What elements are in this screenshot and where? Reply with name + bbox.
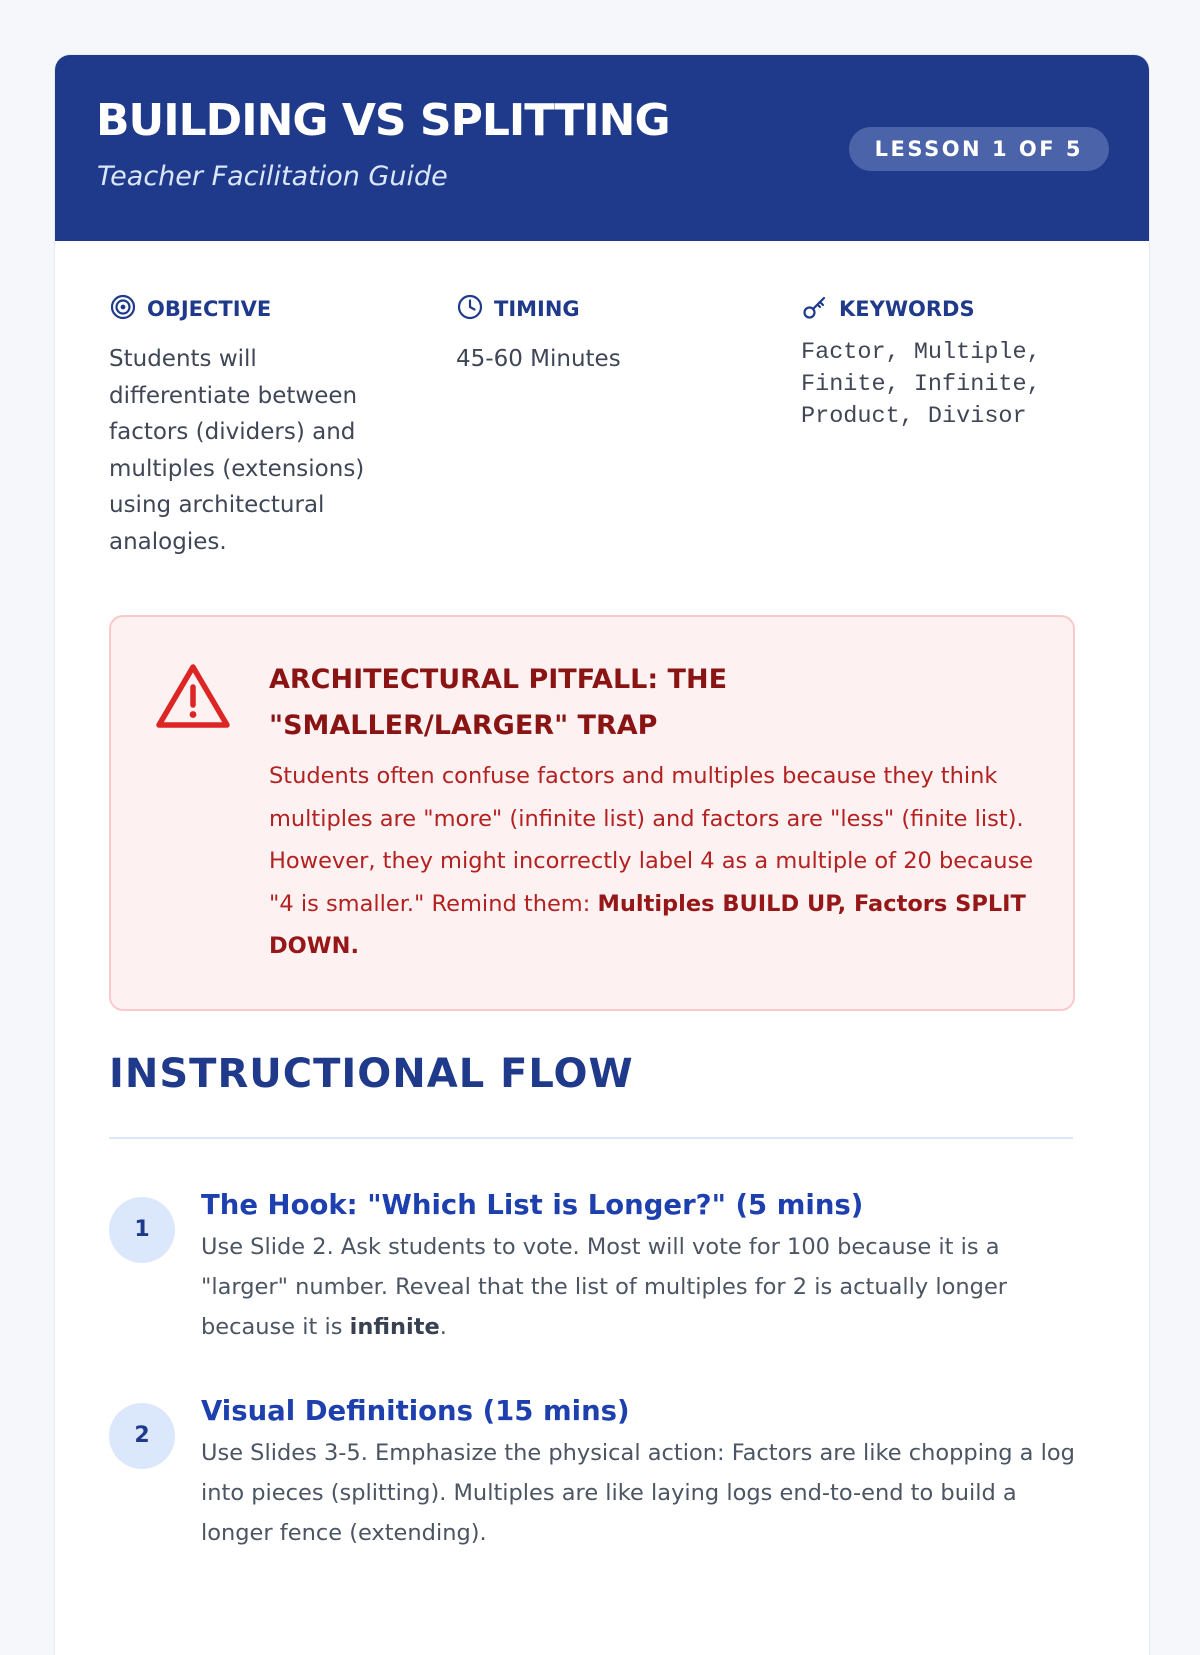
step-description: Use Slides 3-5. Emphasize the physical action: Factors are like chopping a log into pieces (splitting). Multiples are like laying logs end-to-end to build a longer fence (extending).: [201, 1440, 1075, 1546]
objective-text: Students will differentiate between factors (dividers) and multiples (extensions) using architectural analogies.: [109, 346, 365, 555]
step-description: [201, 1227, 1081, 1347]
pitfall-title: ARCHITECTURAL PITFALL: THE "SMALLER/LARGER" TRAP: [269, 664, 728, 741]
pitfall-emphasis: Multiples BUILD UP, Factors SPLIT DOWN.: [269, 890, 1026, 959]
pitfall-body: [269, 755, 1039, 968]
keywords-section: [801, 295, 1101, 433]
timing-text: 45-60 Minutes: [456, 346, 621, 372]
guide-card: [54, 54, 1150, 1655]
timing-section: [456, 295, 756, 378]
warning-icon: [153, 661, 233, 733]
clock-icon: [456, 293, 484, 326]
lesson-badge: LESSON 1 OF 5: [849, 127, 1109, 171]
step-text-end: .: [439, 1314, 447, 1340]
page-title: BUILDING VS SPLITTING: [96, 95, 670, 146]
step-number-badge: 2: [109, 1403, 175, 1469]
step-title: Visual Definitions (15 mins): [201, 1395, 630, 1427]
pitfall-text: Students often confuse factors and multiples because they think multiples are "more" (infinite list) and factors are "less" (finite list). However, they might incorrectly label 4 as a multiple of 20 because "4 is smaller." Remind them:: [269, 763, 1034, 917]
keywords-text: Factor, Multiple, Finite, Infinite, Product, Divisor: [801, 339, 1041, 430]
step-number-badge: 1: [109, 1197, 175, 1263]
target-icon: [109, 293, 137, 326]
keywords-label: KEYWORDS: [839, 297, 975, 321]
section-divider: [109, 1137, 1073, 1139]
lesson-meta: [55, 295, 1149, 595]
step-text: Use Slide 2. Ask students to vote. Most will vote for 100 because it is a "larger" number. Reveal that the list of multiples for 2 is actually longer because it is: [201, 1234, 1008, 1340]
key-icon: [801, 293, 829, 326]
pitfall-callout: [109, 615, 1075, 1011]
page-subtitle: Teacher Facilitation Guide: [97, 161, 448, 192]
step-emphasis: infinite: [349, 1314, 440, 1340]
objective-label: OBJECTIVE: [147, 297, 272, 321]
section-title: INSTRUCTIONAL FLOW: [109, 1051, 634, 1097]
objective-section: [109, 295, 399, 560]
step-title: The Hook: "Which List is Longer?" (5 mins): [201, 1189, 864, 1221]
timing-label: TIMING: [494, 297, 580, 321]
header-banner: [55, 55, 1149, 241]
